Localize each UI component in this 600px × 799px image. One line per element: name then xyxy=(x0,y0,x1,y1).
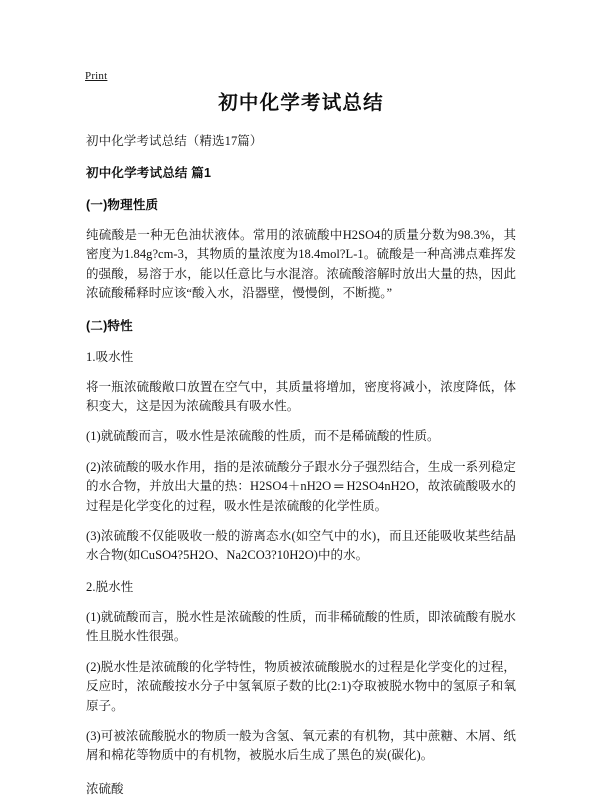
trailing-text: 浓硫酸 xyxy=(86,781,124,796)
page-title: 初中化学考试总结 xyxy=(218,92,384,114)
document-subtitle: 初中化学考试总结（精选17篇） xyxy=(86,134,263,148)
paragraph-hygroscopicity-3: (3)浓硫酸不仅能吸收一般的游离态水(如空气中的水)，而且还能吸收某些结晶水合物(如CuSO4?5H2O、Na2CO3?10H2O)中的水。 xyxy=(86,529,516,563)
paragraph-dehydration-1: (1)就硫酸而言，脱水性是浓硫酸的性质，而非稀硫酸的性质，即浓硫酸有脱水性且脱水性很强。 xyxy=(86,609,516,644)
document-content xyxy=(86,88,516,799)
section-heading-physical-properties: (一)物理性质 xyxy=(86,198,159,212)
paragraph-hygroscopicity-intro: 将一瓶浓硫酸敞口放置在空气中，其质量将增加，密度将减小，浓度降低，体积变大，这是因为浓硫酸具有吸水性。 xyxy=(86,379,516,414)
section-heading-characteristics: (二)特性 xyxy=(86,318,133,333)
subsection-heading-dehydration: 2.脱水性 xyxy=(86,579,134,594)
print-link-label: Print xyxy=(85,70,108,82)
paragraph-dehydration-3: (3)可被浓硫酸脱水的物质一般为含氢、氧元素的有机物，其中蔗糖、木屑、纸屑和棉花等物质中的有机物，被脱水后生成了黑色的炭(碳化)。 xyxy=(86,728,516,763)
paragraph-physical-properties: 纯硫酸是一种无色油状液体。常用的浓硫酸中H2SO4的质量分数为98.3%，其密度为1.84g?cm-3，其物质的量浓度为18.4mol?L-1。硫酸是一种高沸点难挥发的强酸，易溶于水，能以任意比与水混溶。浓硫酸溶解时放出大量的热，因此浓硫酸稀释时应该“酸入水，沿器壁，慢慢倒，不断揽。” xyxy=(86,228,516,301)
article-heading: 初中化学考试总结 篇1 xyxy=(86,166,212,180)
paragraph-hygroscopicity-1: (1)就硫酸而言，吸水性是浓硫酸的性质，而不是稀硫酸的性质。 xyxy=(86,429,440,444)
subsection-heading-hygroscopicity: 1.吸水性 xyxy=(86,349,134,364)
paragraph-dehydration-2: (2)脱水性是浓硫酸的化学特性，物质被浓硫酸脱水的过程是化学变化的过程，反应时，浓硫酸按水分子中氢氧原子数的比(2:1)夺取被脱水物中的氢原子和氧原子。 xyxy=(86,659,516,713)
paragraph-hygroscopicity-2: (2)浓硫酸的吸水作用，指的是浓硫酸分子跟水分子强烈结合，生成一系列稳定的水合物，并放出大量的热：H2SO4＋nH2O ═ H2SO4nH2O，故浓硫酸吸水的过程是化学变化的过程，吸水性是浓硫酸的化学性质。 xyxy=(86,459,516,513)
print-link[interactable] xyxy=(85,70,107,83)
